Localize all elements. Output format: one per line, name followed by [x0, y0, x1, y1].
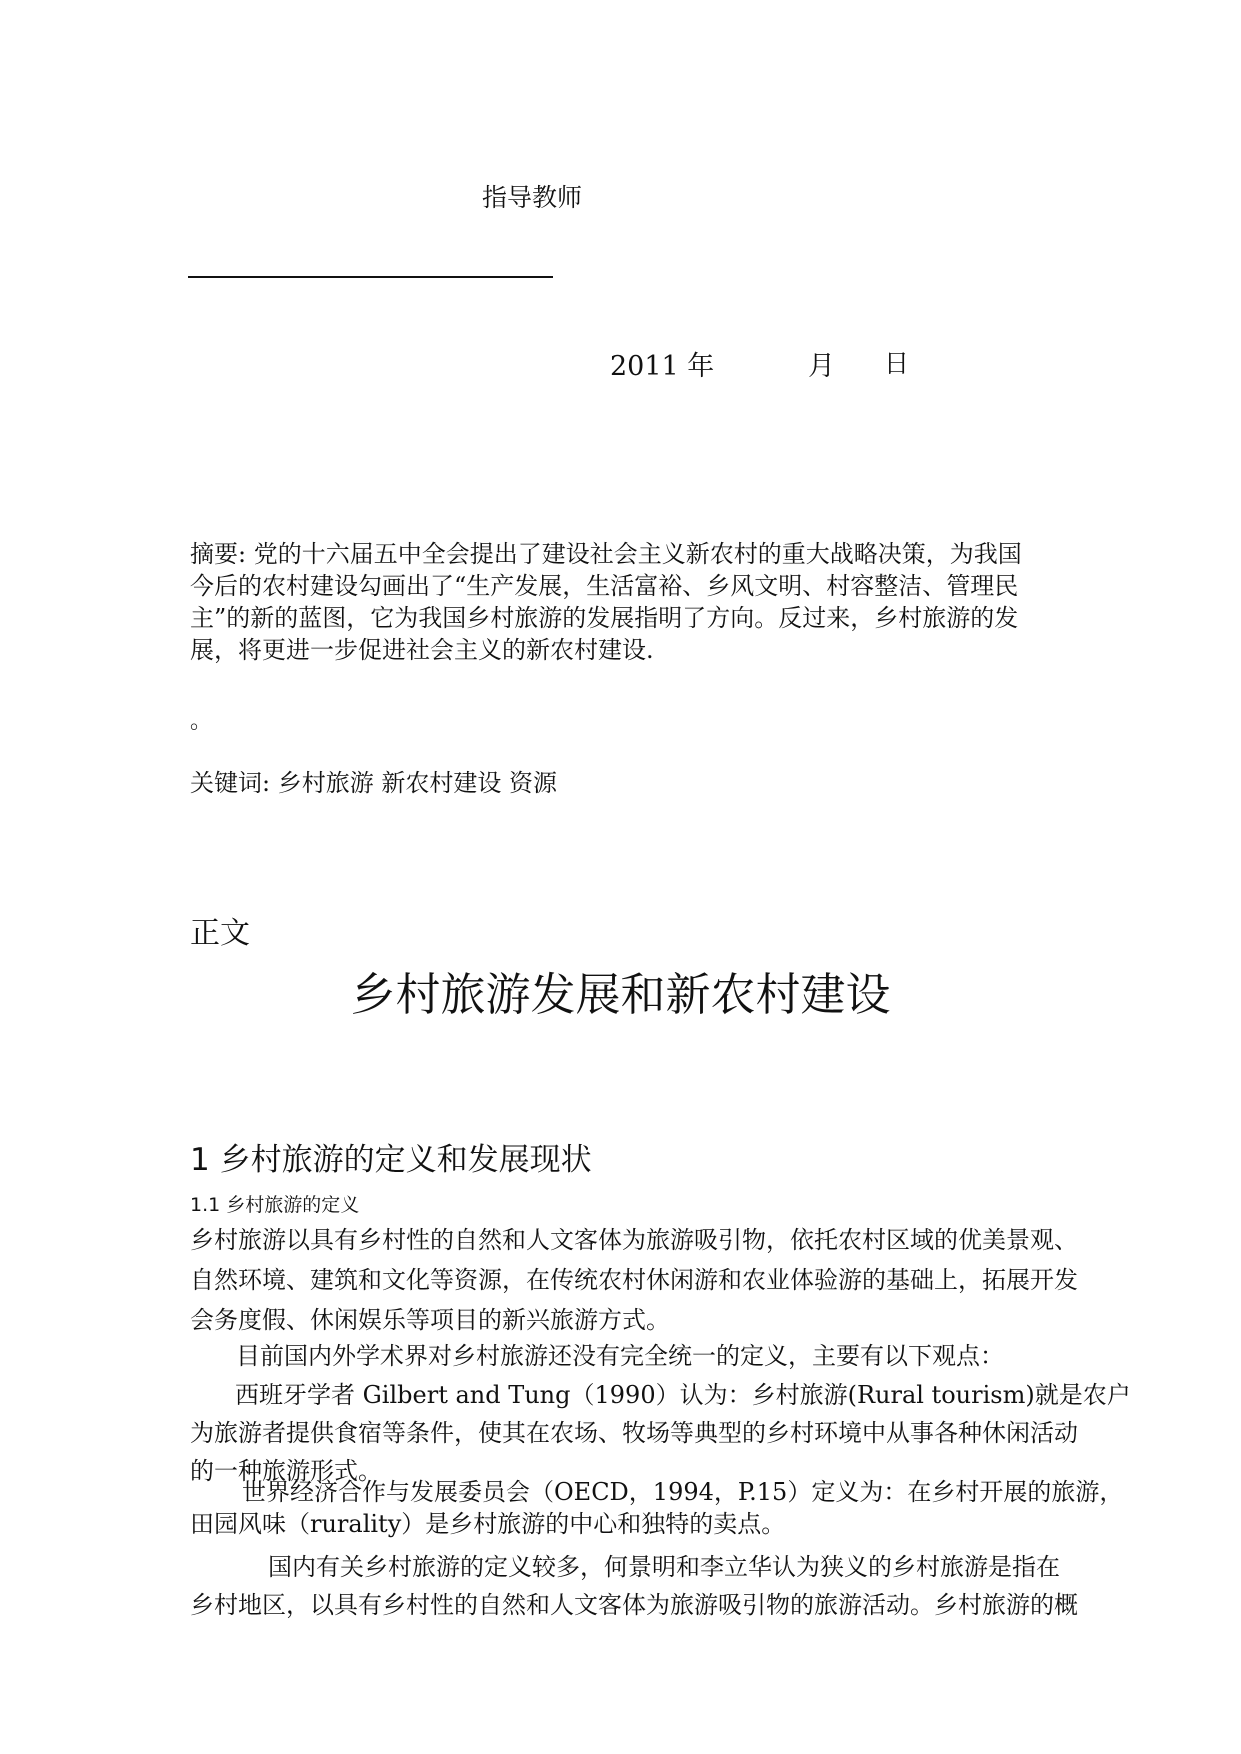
spain-paragraph — [190, 1376, 1131, 1490]
paragraph-line: 乡村地区，以具有乡村性的自然和人文客体为旅游吸引物的旅游活动。乡村旅游的概 — [190, 1591, 1078, 1619]
date-month: 月 — [808, 351, 835, 382]
abstract-line: 主”的新的蓝图，它为我国乡村旅游的发展指明了方向。反过来，乡村旅游的发 — [190, 604, 1019, 632]
paragraph-line: 世界经济合作与发展委员会（OECD，1994，P.15）定义为：在乡村开展的旅游， — [242, 1478, 1124, 1506]
paragraph-line: 的一种旅游形式。 — [190, 1457, 382, 1485]
date-year: 2011 年 — [610, 351, 715, 382]
paragraph-line: 国内有关乡村旅游的定义较多，何景明和李立华认为狭义的乡村旅游是指在 — [268, 1553, 1060, 1581]
paragraph-line: 田园风味（rurality）是乡村旅游的中心和独特的卖点。 — [190, 1510, 786, 1538]
keywords: 关键词: 乡村旅游 新农村建设 资源 — [190, 769, 557, 797]
document-title: 乡村旅游发展和新农村建设 — [350, 968, 891, 1021]
domestic-paragraph — [190, 1548, 1078, 1624]
abstract-line: 今后的农村建设勾画出了“生产发展，生活富裕、乡风文明、村容整洁、管理民 — [190, 572, 1019, 600]
current-view-paragraph — [190, 1340, 1060, 1372]
paragraph-line: 为旅游者提供食宿等条件，使其在农场、牧场等典型的乡村环境中从事各种休闲活动 — [190, 1419, 1078, 1447]
advisor-label: 指导教师 — [482, 183, 583, 212]
abstract — [190, 538, 1060, 666]
signature-line — [188, 276, 553, 278]
trailing-mark: 。 — [190, 709, 213, 734]
paragraph-line: 西班牙学者 Gilbert and Tung（1990）认为：乡村旅游(Rural tourism)就是农户 — [235, 1381, 1131, 1409]
date-day: 日 — [884, 349, 910, 378]
heading-1: 1 乡村旅游的定义和发展现状 — [190, 1142, 592, 1178]
paragraph-line: 乡村旅游以具有乡村性的自然和人文客体为旅游吸引物，依托农村区域的优美景观、 — [190, 1226, 1078, 1254]
section-label: 正文 — [190, 916, 250, 951]
abstract-line: 摘要: 党的十六届五中全会提出了建设社会主义新农村的重大战略决策，为我国 — [190, 540, 1022, 568]
paragraph-line: 会务度假、休闲娱乐等项目的新兴旅游方式。 — [190, 1306, 670, 1334]
paragraph-line: 目前国内外学术界对乡村旅游还没有完全统一的定义，主要有以下观点： — [236, 1342, 1004, 1370]
definition-paragraph — [190, 1220, 1078, 1340]
abstract-line: 展，将更进一步促进社会主义的新农村建设. — [190, 636, 654, 664]
paragraph-line: 自然环境、建筑和文化等资源，在传统农村休闲游和农业体验游的基础上，拓展开发 — [190, 1266, 1078, 1294]
heading-1-1: 1.1 乡村旅游的定义 — [190, 1194, 360, 1216]
oecd-paragraph — [190, 1476, 1124, 1540]
